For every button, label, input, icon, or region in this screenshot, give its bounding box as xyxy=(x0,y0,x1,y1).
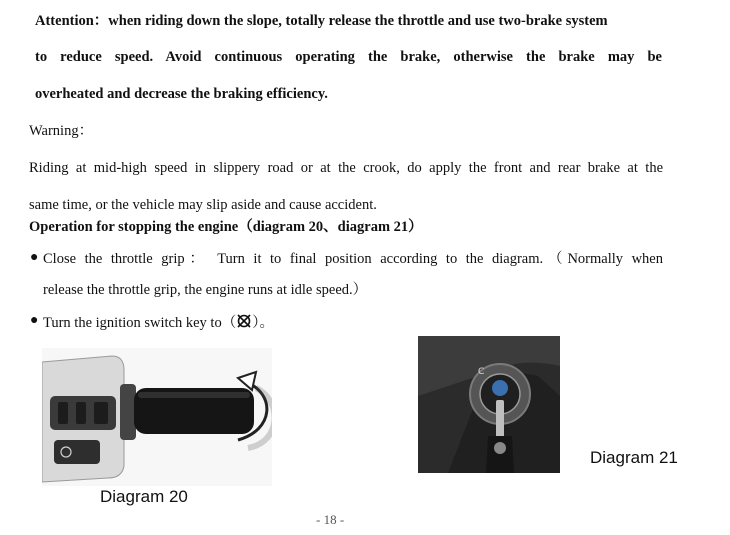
page-number: - 18 - xyxy=(316,512,345,527)
diagram-20-caption: Diagram 20 xyxy=(100,487,188,506)
bullet-2-prefix: Turn the ignition switch key to（ xyxy=(43,315,237,331)
diagram-21-photo xyxy=(418,336,560,473)
diagram-21-caption: Diagram 21 xyxy=(590,448,678,467)
bullet-1-line-1: Close the throttle grip： Turn it to final position according to the diagram.（Normally when xyxy=(43,251,663,267)
warning-line-1: Riding at mid-high speed in slippery road or at the crook, do apply the front and rear brake at the xyxy=(29,160,663,176)
ignition-off-symbol-icon xyxy=(236,315,252,331)
attention-line-1: Attention：when riding down the slope, totally release the throttle and use two-brake system xyxy=(35,13,608,29)
bullet-2-suffix: ）。 xyxy=(252,315,274,331)
section-title: Operation for stopping the engine（diagram 20、diagram 21） xyxy=(29,219,423,235)
bullet-dot-icon: ● xyxy=(30,250,39,265)
bullet-2-line xyxy=(43,313,274,332)
attention-line-3: overheated and decrease the braking efficiency. xyxy=(35,86,328,102)
diagram-20-photo xyxy=(42,348,272,486)
warning-line-2: same time, or the vehicle may slip aside and cause accident. xyxy=(29,197,377,213)
attention-line-2: to reduce speed. Avoid continuous operating the brake, otherwise the brake may be xyxy=(35,49,662,65)
bullet-1-line-2: release the throttle grip, the engine runs at idle speed.） xyxy=(43,282,368,298)
bullet-dot-icon: ● xyxy=(30,313,39,328)
svg-text:C: C xyxy=(478,367,485,377)
warning-label: Warning： xyxy=(29,123,94,139)
